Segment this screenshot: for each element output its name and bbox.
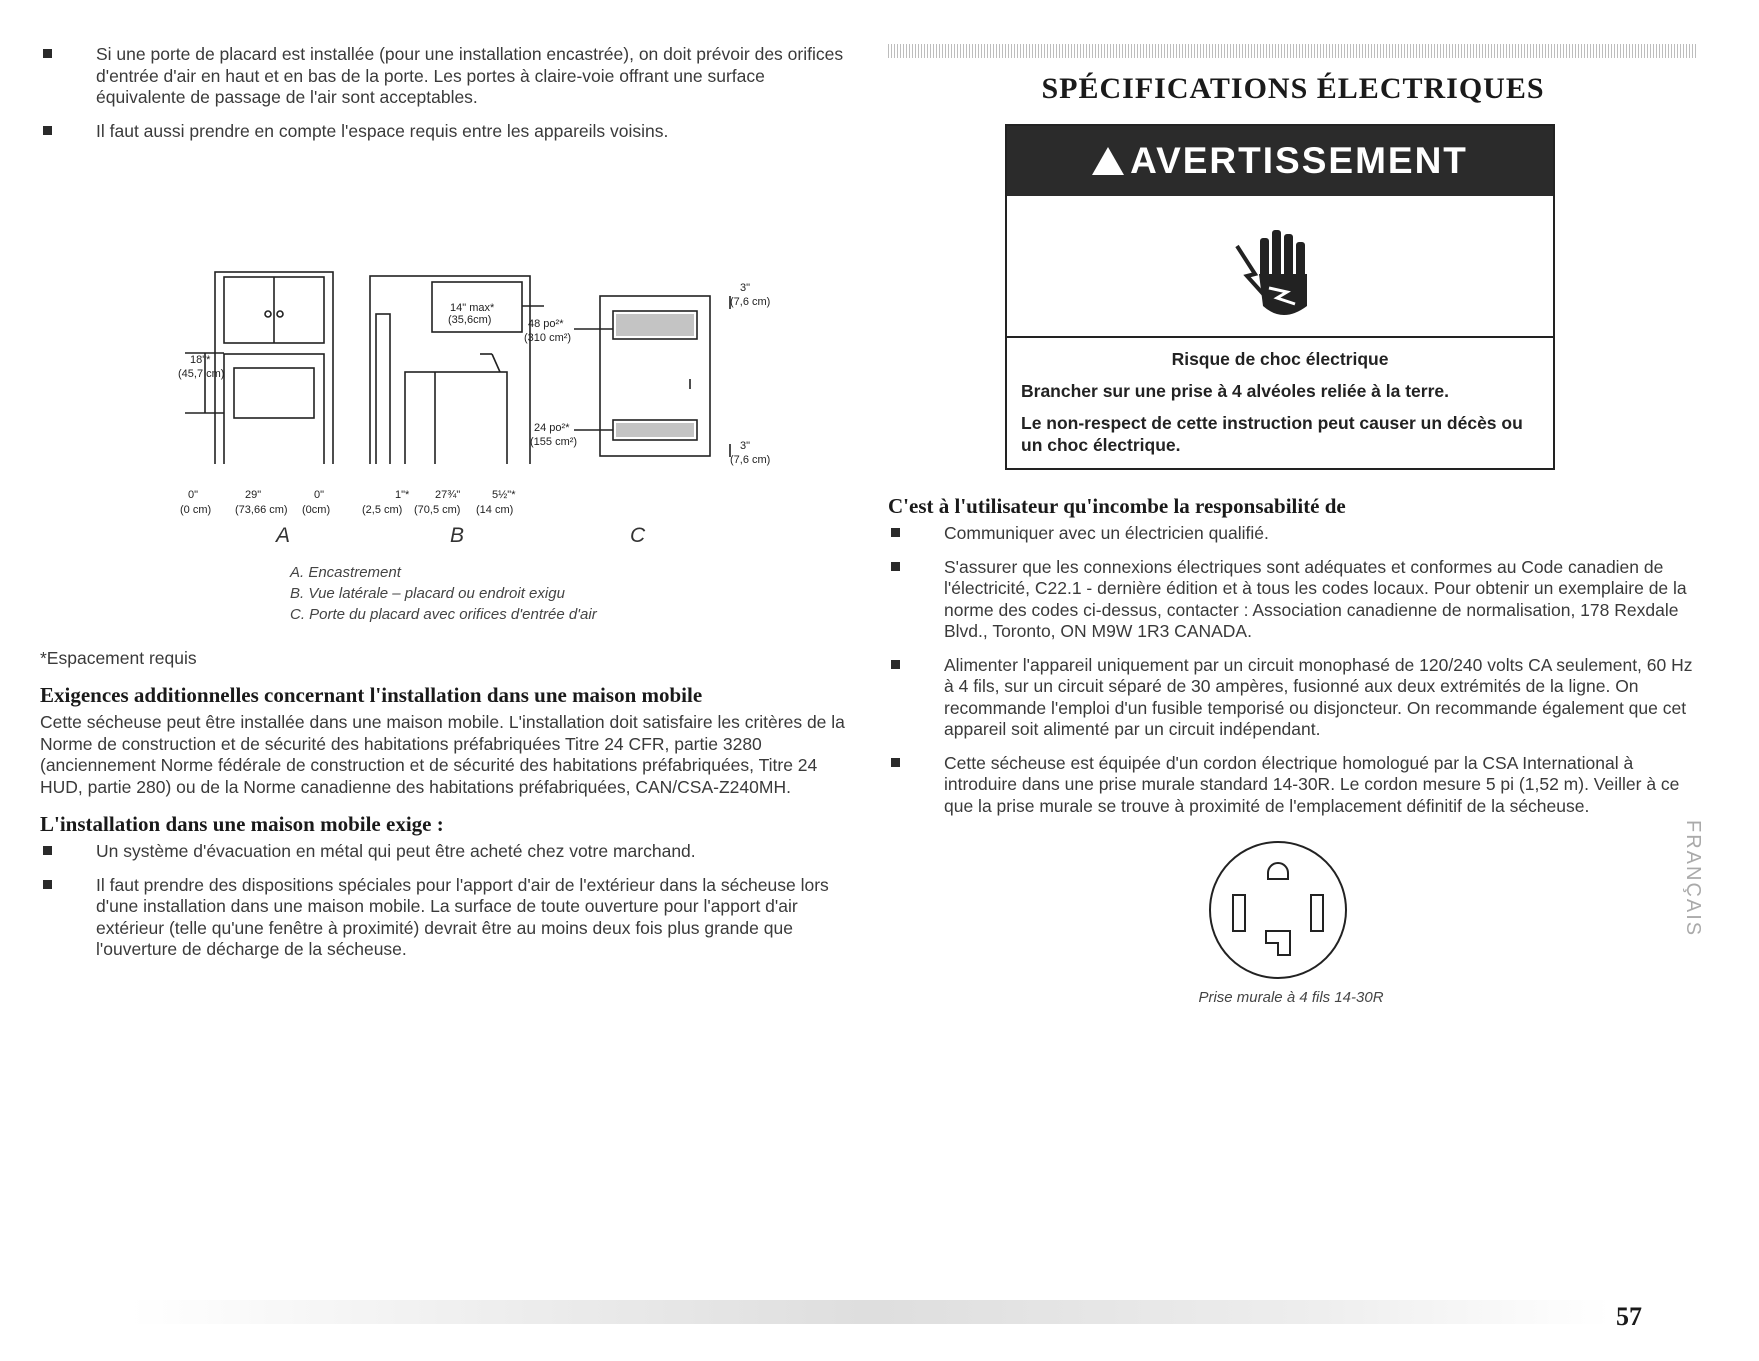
- bullet-square: [43, 880, 52, 889]
- bullet-square: [891, 660, 900, 669]
- section-rule: [888, 44, 1698, 58]
- outlet-caption: Prise murale à 4 fils 14-30R: [1198, 989, 1384, 1006]
- warning-header: AVERTISSEMENT: [1007, 126, 1553, 196]
- language-tab: FRANÇAIS: [1682, 820, 1704, 938]
- page-number: 57: [1616, 1302, 1642, 1331]
- mobile-heading: Exigences additionnelles concernant l'installation dans une maison mobile: [40, 683, 703, 707]
- list-item: Communiquer avec un électricien qualifié.: [888, 523, 1698, 545]
- bullet-square: [891, 562, 900, 571]
- mobile-paragraph: Cette sécheuse peut être installée dans une maison mobile. L'installation doit satisfaire les critères de la Norme de construction et de sécurité des habitations préfabriquées Titre 24 CFR, partie 3280 (anciennement Norme fédérale de construction et de sécurité des habitations préfabriquées, Titre 24 HUD, partie 280) ou de la Norme canadienne des habitations préfabriquées, CAN/CSA-Z240MH.: [40, 712, 845, 797]
- responsibility-heading: C'est à l'utilisateur qu'incombe la responsabilité de: [888, 494, 1346, 518]
- electric-shock-hand-icon: [1007, 196, 1553, 338]
- bullet-square: [891, 528, 900, 537]
- footer-rule: [130, 1300, 1610, 1324]
- list-item: Cette sécheuse est équipée d'un cordon électrique homologué par la CSA International à introduire dans une prise murale standard 14-30R. Le cordon mesure 5 pi (1,52 m). Veiller à ce que la prise murale se trouve à proximité de l'emplacement définitif de la sécheuse.: [888, 753, 1698, 818]
- bullet-square: [43, 49, 52, 58]
- warning-triangle-icon: [1092, 147, 1124, 175]
- outlet-figure: [888, 835, 1698, 985]
- bullet-square: [891, 758, 900, 767]
- mobile-subheading: L'installation dans une maison mobile exige :: [40, 812, 444, 836]
- bullet-square: [43, 846, 52, 855]
- shock-hand-graphic: [1007, 196, 1553, 336]
- clearance-figure: 18"* (45,7 cm) 0" (0 cm) 29" (73,66 cm) 0" (0cm) 14" max* (35,6cm) 1"* (2,5 cm) 27¾" (70,5 cm) 5½"* (14 cm) 48 po²* (310 cm²) 24 po²* (155 cm²) 3" (7,6 cm) 3" (7,6 cm) A B C A. Encastrement B. Vue latérale – placard ou endroit exigu C. Porte du placard avec orifices d'entrée d'air: [40, 154, 855, 544]
- warning-text: Risque de choc électrique Brancher sur une prise à 4 alvéoles reliée à la terre. Le non-respect de cette instruction peut causer un décès ou un choc électrique.: [1021, 349, 1523, 455]
- section-title: SPÉCIFICATIONS ÉLECTRIQUES: [1041, 72, 1545, 105]
- list-item: Il faut prendre des dispositions spéciales pour l'apport d'air de l'extérieur dans la sécheuse lors d'une installation dans une maison mobile. La surface de toute ouverture pour l'apport d'air extérieur (telle qu'une fenêtre à proximité) devrait être au moins deux fois plus grande que l'ouverture de décharge de la sécheuse.: [40, 875, 855, 961]
- right-column: [888, 44, 1698, 1006]
- list-item: Alimenter l'appareil uniquement par un circuit monophasé de 120/240 volts CA seulement, 60 Hz à 4 fils, sur un circuit séparé de 30 ampères, fusionné aux deux extrémités de la ligne. On recommande l'emploi d'un fusible temporisé ou disjoncteur. On recommande également que cet appareil soit alimenté par un circuit indépendant.: [888, 655, 1698, 741]
- list-item: S'assurer que les connexions électriques sont adéquates et conformes au Code canadien de l'électricité, C22.1 - dernière édition et à tous les codes locaux. Pour obtenir un exemplaire de la norme des codes ci-dessus, contacter : Association canadienne de normalisation, 178 Rexdale Blvd., Toronto, ON M9W 1R3 CANADA.: [888, 557, 1698, 643]
- wall-outlet-14-30r-icon: [888, 835, 1698, 985]
- warning-box: [1005, 124, 1555, 470]
- footnote: *Espacement requis: [40, 648, 197, 668]
- list-item: Un système d'évacuation en métal qui peut être acheté chez votre marchand.: [40, 841, 855, 863]
- left-column: [40, 44, 855, 973]
- clearance-diagram: [40, 154, 855, 464]
- list-item: Il faut aussi prendre en compte l'espace requis entre les appareils voisins.: [40, 121, 855, 143]
- list-item: Si une porte de placard est installée (pour une installation encastrée), on doit prévoir des orifices d'entrée d'air en haut et en bas de la porte. Les portes à claire-voie offrant une surface équivalente de passage de l'air sont acceptables.: [40, 44, 855, 109]
- bullet-square: [43, 126, 52, 135]
